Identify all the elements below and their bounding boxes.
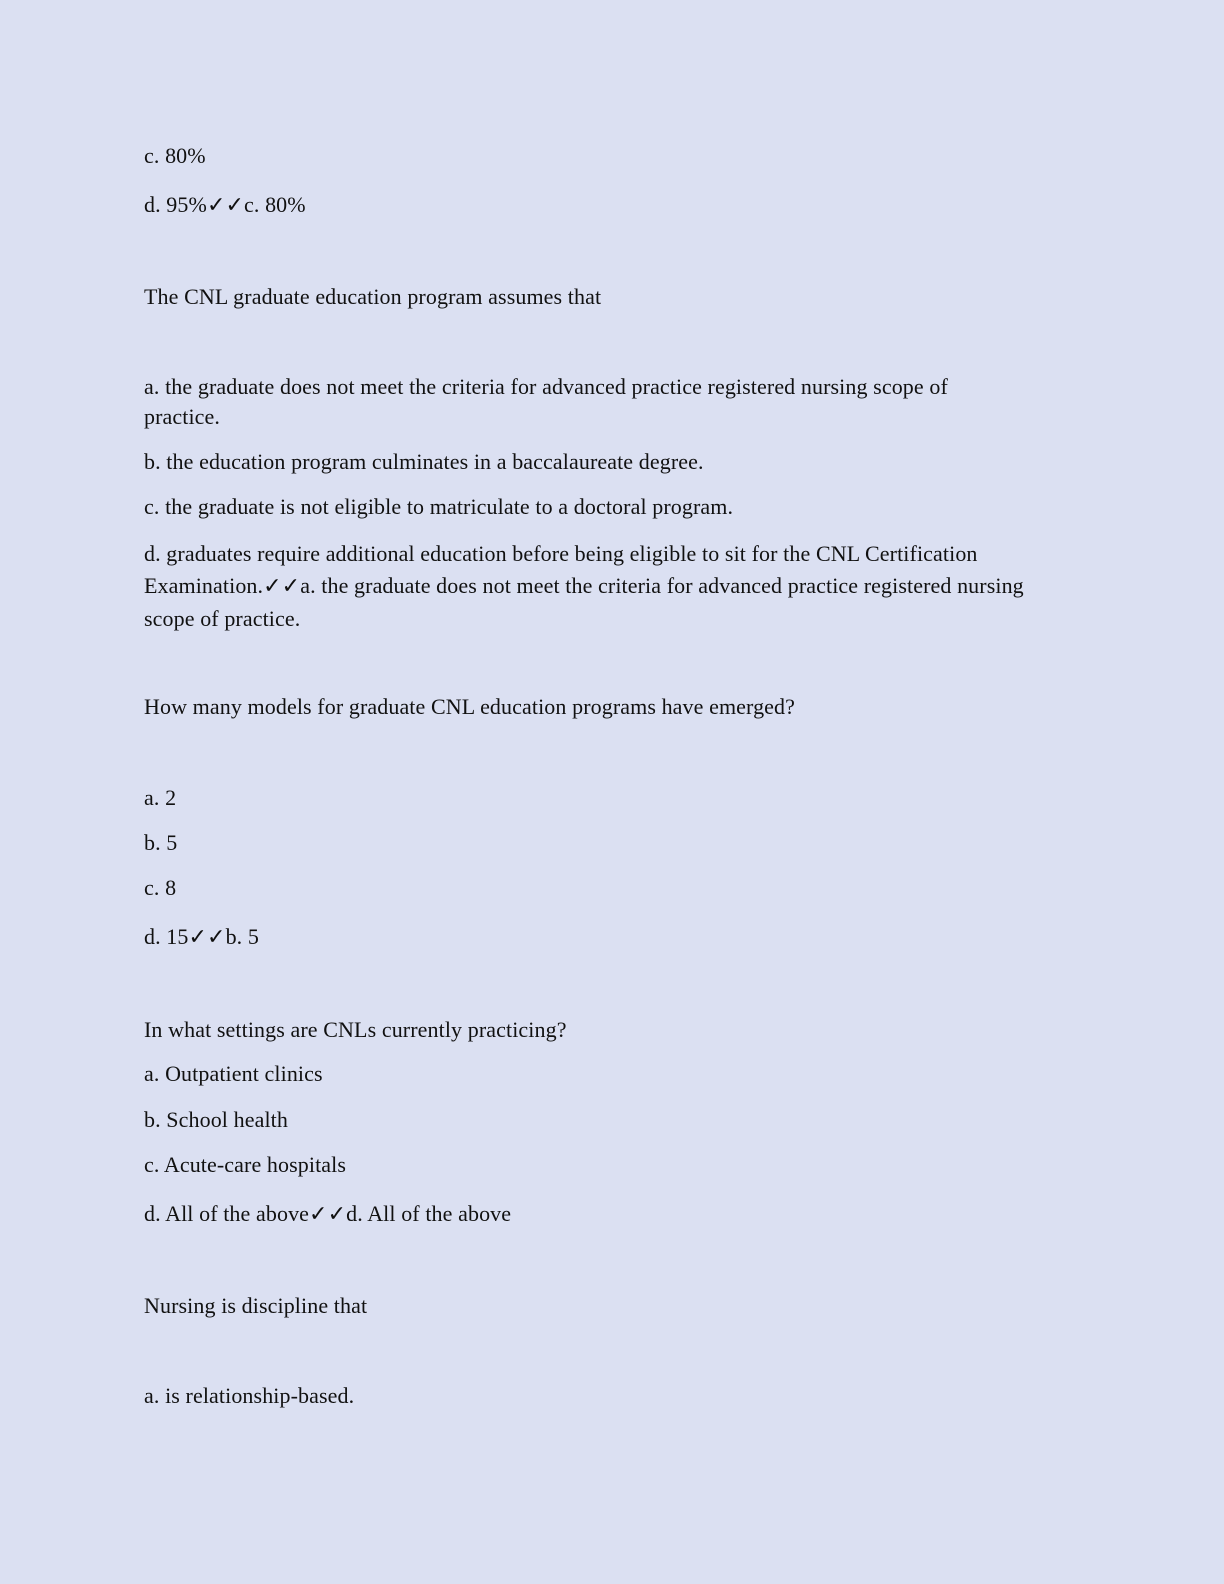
option-d-with-answer	[144, 538, 1024, 635]
option-text: d. 15	[144, 924, 189, 949]
option-b	[144, 828, 177, 858]
option-d-with-answer	[144, 1199, 511, 1230]
option-text: d. graduates require additional education before being eligible to sit for the CNL Certification Examination.	[144, 541, 978, 598]
option-c	[144, 1150, 346, 1180]
option-b	[144, 1105, 288, 1135]
option-text: c. the graduate is not eligible to matriculate to a doctoral program.	[144, 494, 734, 519]
option-b	[144, 447, 704, 477]
answer-text: a. the graduate does not meet the criteria for advanced practice registered nursing scope of practice.	[144, 573, 1024, 631]
option-text: a. is relationship-based.	[144, 1383, 355, 1408]
option-c	[144, 873, 176, 903]
option-text: a. the graduate does not meet the criteria for advanced practice registered nursing scope of practice.	[144, 374, 948, 429]
option-d-with-answer	[144, 190, 306, 221]
answer-text: d. All of the above	[346, 1201, 512, 1226]
checkmark-icon: ✓✓	[309, 1202, 347, 1227]
option-c	[144, 492, 733, 522]
option-text: a. Outpatient clinics	[144, 1061, 323, 1086]
option-text: b. School health	[144, 1107, 288, 1132]
option-text: c. Acute-care hospitals	[144, 1152, 347, 1177]
question-text	[144, 1015, 567, 1045]
question-label: Nursing is discipline that	[144, 1293, 368, 1318]
question-text	[144, 1291, 367, 1321]
question-label: In what settings are CNLs currently practicing?	[144, 1017, 567, 1042]
option-c	[144, 141, 206, 171]
answer-text: c. 80%	[244, 192, 306, 217]
question-label: The CNL graduate education program assumes that	[144, 284, 602, 309]
checkmark-icon: ✓✓	[263, 574, 301, 599]
option-d-with-answer	[144, 922, 259, 953]
question-text	[144, 282, 601, 312]
option-text: b. 5	[144, 830, 178, 855]
option-text: d. All of the above	[144, 1201, 310, 1226]
option-text: a. 2	[144, 785, 177, 810]
option-text: c. 80%	[144, 143, 206, 168]
option-text: c. 8	[144, 875, 177, 900]
answer-text: b. 5	[225, 924, 259, 949]
option-a	[144, 783, 176, 813]
question-label: How many models for graduate CNL education programs have emerged?	[144, 694, 796, 719]
option-text: d. 95%	[144, 192, 207, 217]
question-text	[144, 692, 795, 722]
checkmark-icon: ✓✓	[188, 925, 226, 950]
option-a	[144, 1059, 323, 1089]
option-a	[144, 1381, 354, 1411]
option-text: b. the education program culminates in a baccalaureate degree.	[144, 449, 704, 474]
option-a	[144, 372, 1024, 432]
checkmark-icon: ✓✓	[206, 193, 245, 218]
